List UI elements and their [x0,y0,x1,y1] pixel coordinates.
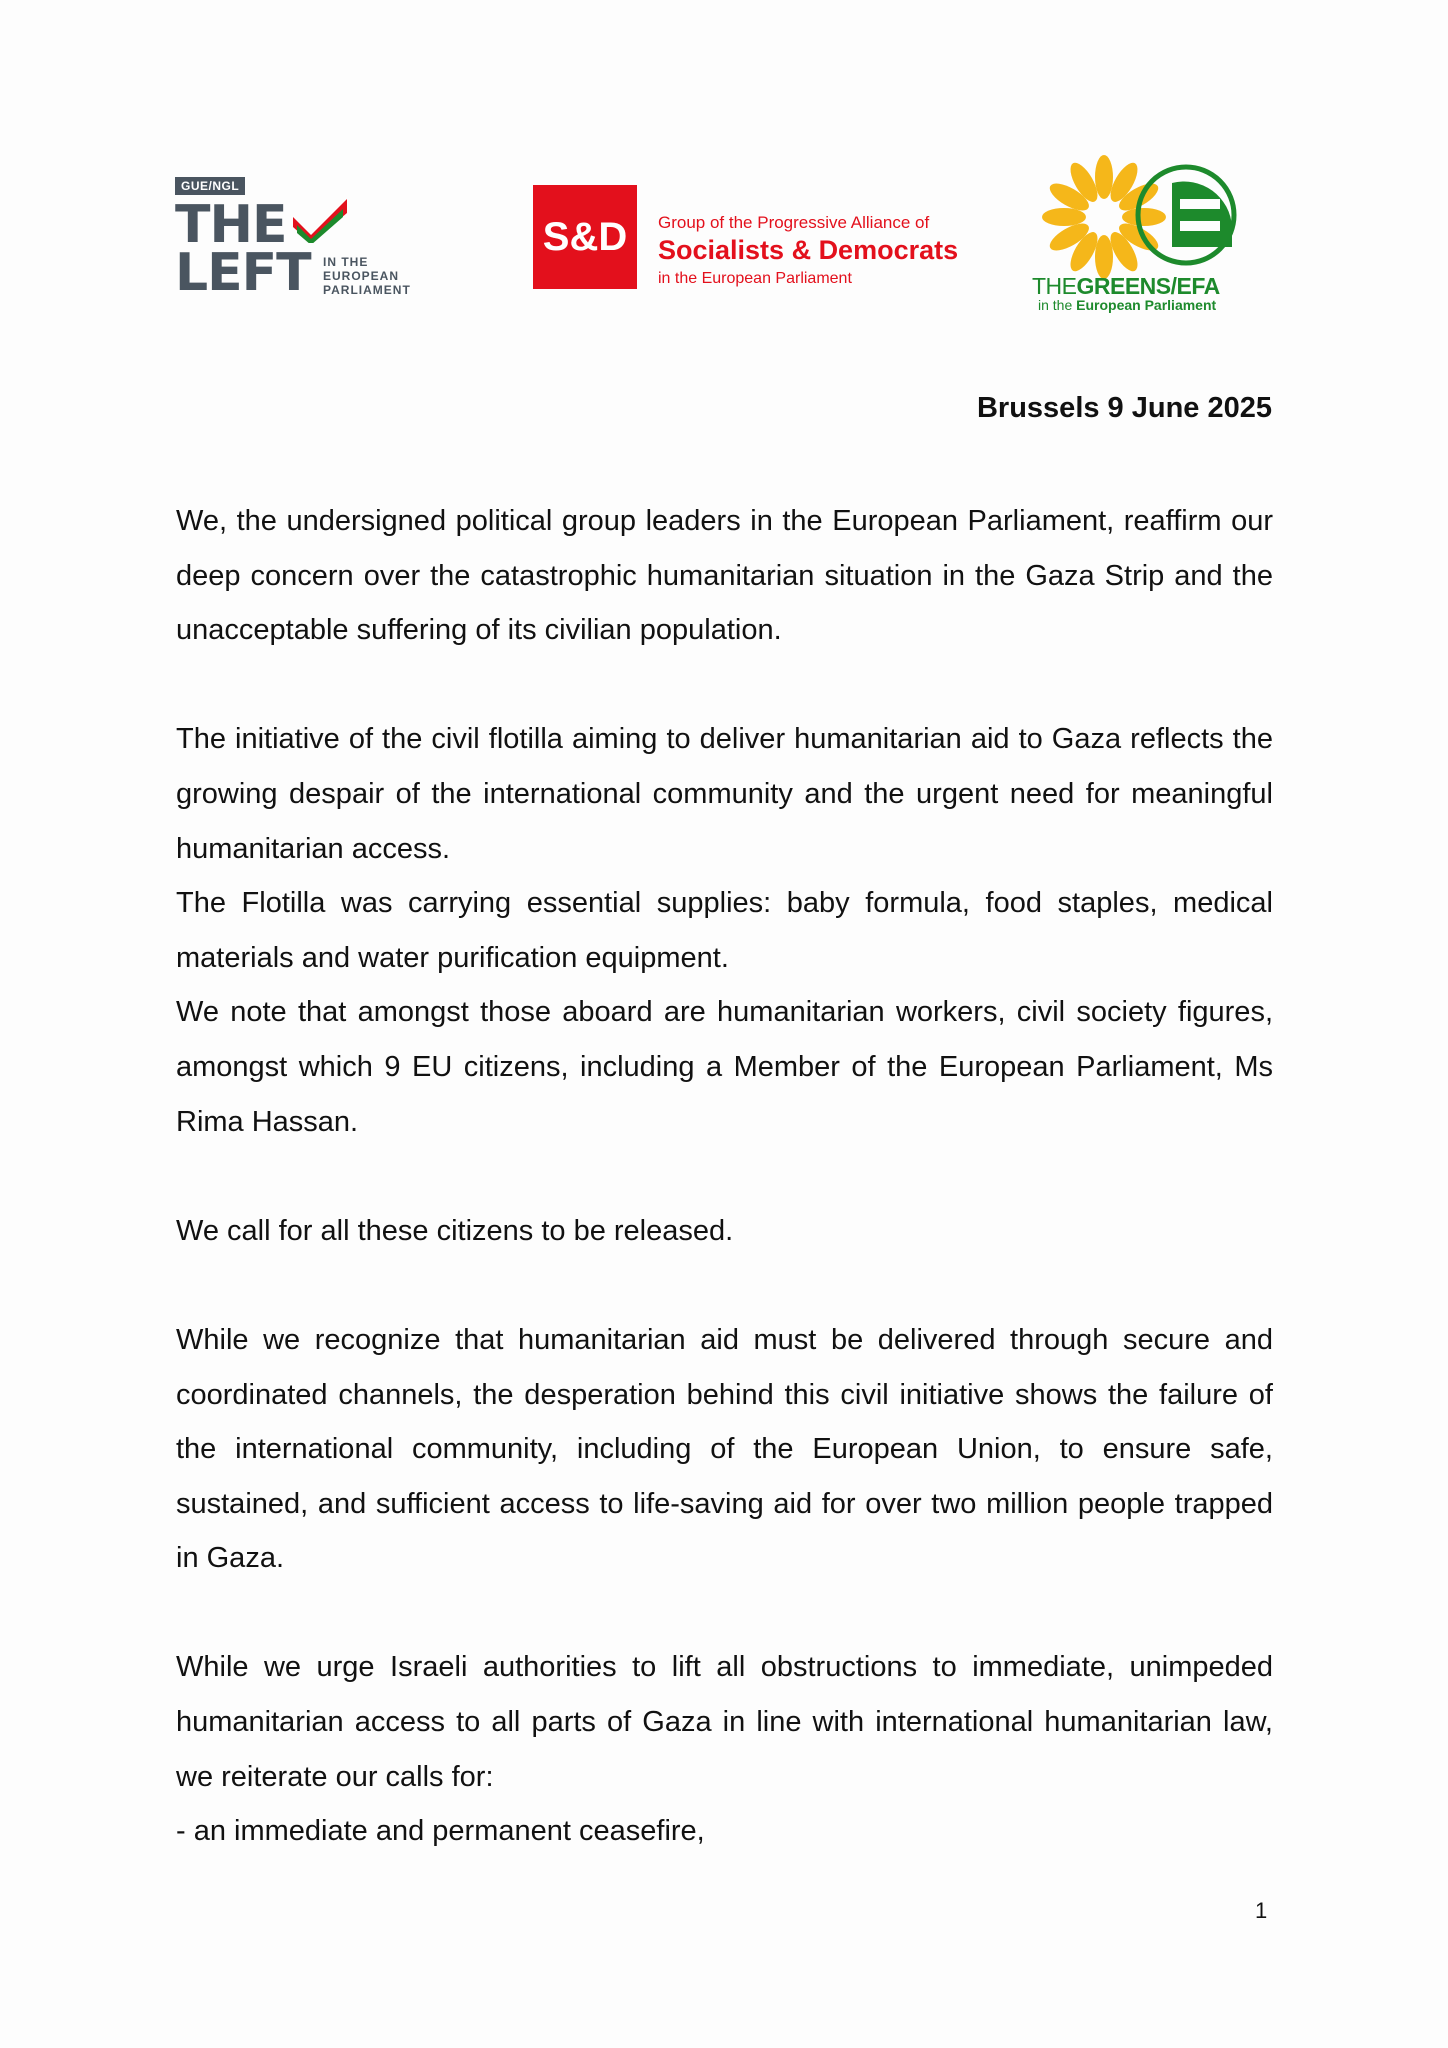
paragraph: We call for all these citizens to be released. [176,1214,734,1247]
letter-date: Brussels 9 June 2025 [976,392,1272,424]
the-left-subtitle: IN THE EUROPEAN PARLIAMENT [323,255,411,297]
greens-efa-logo [1032,155,1262,315]
the-left-word-left: LEFT [175,243,311,303]
letter-body [176,494,1273,1859]
greens-efa-name: THEGREENS/EFA [1032,273,1220,299]
greens-efa-subtitle: in the European Parliament [1038,297,1217,313]
sd-mark: S&D [533,185,637,289]
paragraph: The initiative of the civil flotilla aiming to deliver humanitarian aid to Gaza reflects the growing despair of the international community and the urgent need for meaningful humanitarian access. [176,723,1273,865]
paragraph: While we urge Israeli authorities to lift all obstructions to immediate, unimpeded humanitarian access to all parts of Gaza in line with international humanitarian law, we reiterate our calls for: [176,1651,1273,1793]
paragraph: We note that amongst those aboard are humanitarian workers, civil society figures, amongst which 9 EU citizens, including a Member of the European Parliament, Ms Rima Hassan. [176,996,1273,1138]
paragraph: We, the undersigned political group leaders in the European Parliament, reaffirm our deep concern over the catastrophic humanitarian situation in the Gaza Strip and the unacceptable suffering of its civilian population. [176,505,1273,647]
the-left-word-the: THE [175,195,287,255]
sd-group-line: Group of the Progressive Alliance of [658,213,930,232]
sunflower-icon [1032,155,1262,280]
logo-header [175,155,1275,315]
sd-parliament-line: in the European Parliament [658,270,852,287]
paragraph: While we recognize that humanitarian aid must be delivered through secure and coordinated channels, the desperation behind this civil initiative shows the failure of the international community, including of the European Union, to ensure safe, sustained, and sufficient access to life-saving aid for over two million people trapped in Gaza. [176,1323,1273,1575]
gue-ngl-tag: GUE/NGL [175,177,245,195]
the-left-logo [175,177,435,307]
checkmark-icon [289,191,351,243]
page-number: 1 [1255,1898,1268,1923]
list-item: - an immediate and permanent ceasefire, [176,1815,705,1848]
sd-logo [533,185,959,295]
paragraph: The Flotilla was carrying essential supplies: baby formula, food staples, medical materials and water purification equipment. [176,887,1273,974]
sd-name-line: Socialists & Democrats [658,235,959,265]
